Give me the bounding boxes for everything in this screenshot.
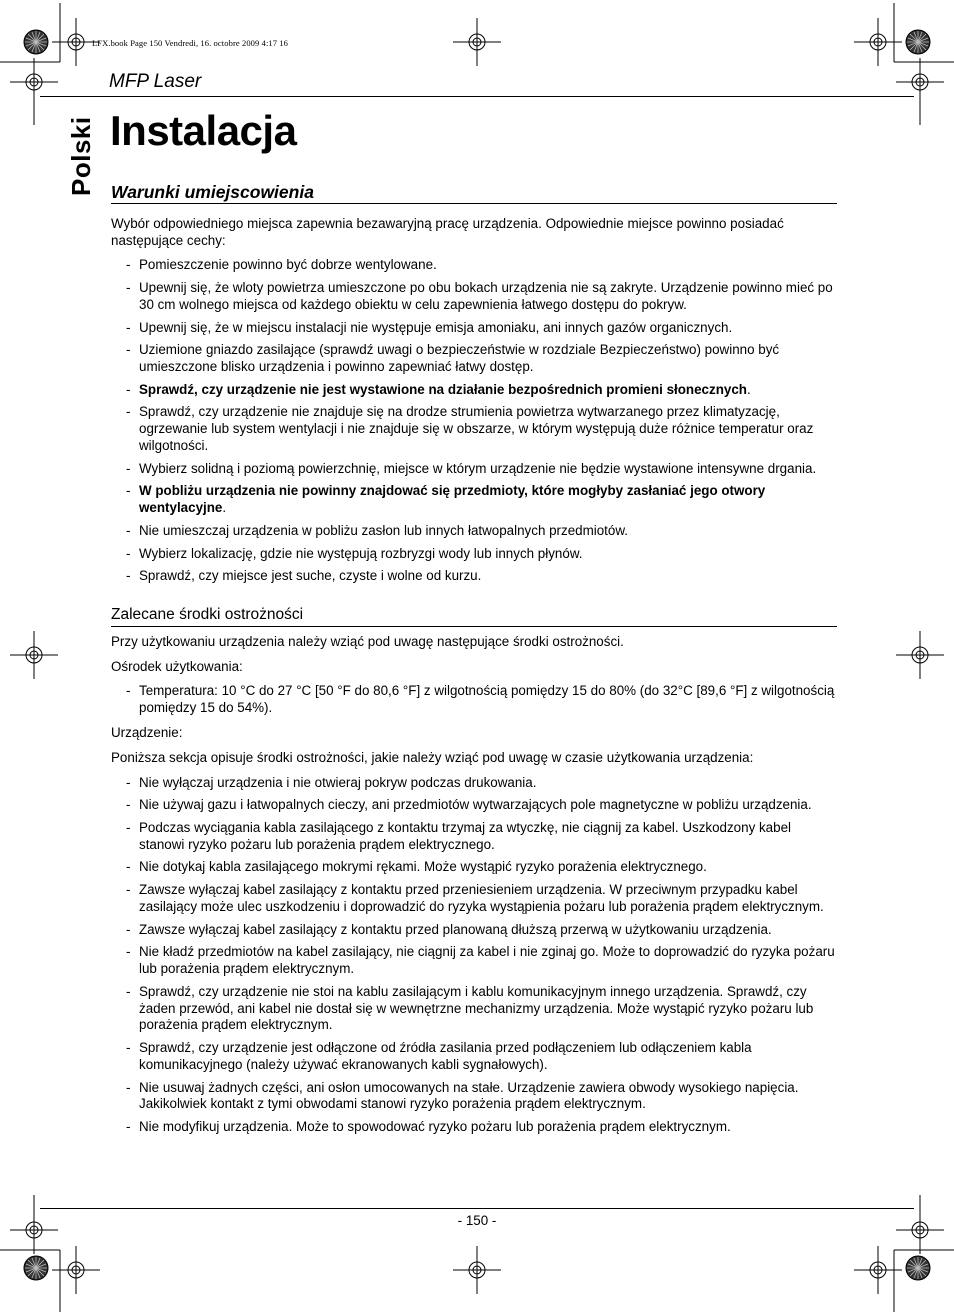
list-item: [111, 944, 837, 978]
list-item: [111, 859, 837, 876]
list-item: [111, 382, 837, 399]
list-item: [111, 1040, 837, 1074]
list-item-bold-text: Sprawdź, czy urządzenie nie jest wystawione na działanie bezpośrednich promieni słonecznych: [139, 381, 747, 397]
list-item-text: Nie usuwaj żadnych części, ani osłon umocowanych na stałe. Urządzenie zawiera obwody wysokiego napięcia. Jakikolwiek kontakt z tymi obwodami stanowi ryzyko porażenia prądem elektrycznym.: [139, 1079, 799, 1112]
placement-list: [111, 257, 837, 585]
list-item-text: Uziemione gniazdo zasilające (sprawdź uwagi o bezpieczeństwie w rozdziale Bezpieczeństwo) powinno być umieszczone blisko urządzenia i powinno zapewniać łatwy dostęp.: [139, 342, 780, 375]
printer-info: LFX.book Page 150 Vendredi, 16. octobre 2009 4:17 16: [92, 38, 289, 48]
list-item: [111, 257, 837, 274]
list-item: [111, 984, 837, 1034]
list-item: [111, 820, 837, 854]
list-item-suffix: .: [222, 500, 227, 516]
list-item: [111, 342, 837, 376]
precautions-intro: Przy użytkowaniu urządzenia należy wziąć pod uwagę następujące środki ostrożności.: [111, 633, 624, 649]
list-item-text: Nie wyłączaj urządzenia i nie otwieraj pokryw podczas drukowania.: [139, 774, 537, 790]
environment-list: [111, 683, 837, 717]
list-item-text: Wybierz lokalizację, gdzie nie występują rozbryzgi wody lub innych płynów.: [139, 545, 583, 561]
list-item-text: Upewnij się, że wloty powietrza umieszczone po obu bokach urządzenia nie są zakryte. Urządzenie powinno mieć po 30 cm wolnego miejsca od każdego obiektu w celu zapewnienia łatwego dostępu do pokryw.: [139, 280, 833, 312]
list-item-text: Upewnij się, że w miejscu instalacji nie występuje emisja amoniaku, ani innych gazów organicznych.: [139, 319, 733, 335]
list-item: [111, 523, 837, 540]
list-item-text: Sprawdź, czy urządzenie nie znajduje się na drodze strumienia powietrza wytwarzanego przez klimatyzację, ogrzewanie lub system wentylacji i nie znajduje się w obszarze, w którym występują duże różnice temperatur oraz wilgotności.: [139, 404, 814, 454]
list-item-text: Temperatura: 10 °C do 27 °C [50 °F do 80,6 °F] z wilgotnością pomiędzy 15 do 80% (do 32°C [89,6 °F] z wilgotnością pomiędzy 15 do 54%).: [139, 683, 835, 716]
list-item-text: Sprawdź, czy urządzenie nie stoi na kablu zasilającym i kablu komunikacyjnym innego urządzenia. Sprawdź, czy żaden przewód, ani kabel nie dostał się w wewnętrzne mechanizmy urządzenia. Może wystąpić ryzyko pożaru lub porażenia prądem elektrycznym.: [139, 983, 814, 1033]
list-item: [111, 280, 837, 314]
list-item: [111, 797, 837, 814]
list-item: [111, 461, 837, 478]
list-item: [111, 320, 837, 337]
list-item: [111, 775, 837, 792]
page-title: Instalacja: [110, 107, 297, 154]
footer-rule: [40, 1208, 914, 1209]
section-heading-precautions: Zalecane środki ostrożności: [111, 607, 837, 627]
list-item-text: Pomieszczenie powinno być dobrze wentylowane.: [139, 257, 437, 273]
page-number: - 150 -: [457, 1213, 497, 1228]
list-item-text: Nie dotykaj kabla zasilającego mokrymi rękami. Może wystąpić ryzyko porażenia elektrycznego.: [139, 859, 707, 875]
list-item: [111, 683, 837, 717]
list-item: [111, 1080, 837, 1114]
placement-intro: Wybór odpowiedniego miejsca zapewnia bezawaryjną pracę urządzenia. Odpowiednie miejsce powinno posiadać następujące cechy:: [111, 215, 784, 248]
header-rule: [40, 96, 914, 97]
list-item-text: Sprawdź, czy miejsce jest suche, czyste i wolne od kurzu.: [139, 568, 482, 584]
list-item: [111, 483, 837, 517]
device-list: [111, 775, 837, 1136]
list-item-text: Nie umieszczaj urządzenia w pobliżu zasłon lub innych łatwopalnych przedmiotów.: [139, 522, 629, 538]
language-side-tab: Polski: [66, 116, 96, 196]
environment-label: Ośrodek użytkowania:: [111, 658, 243, 674]
list-item-text: Podczas wyciągania kabla zasilającego z kontaktu trzymaj za wtyczkę, nie ciągnij za kabel. Uszkodzony kabel stanowi ryzyko pożaru lub porażenia prądem elektrycznego.: [139, 820, 791, 852]
list-item-text: Nie używaj gazu i łatwopalnych cieczy, ani przedmiotów wytwarzających pole magnetyczne w pobliżu urządzenia.: [139, 797, 812, 813]
list-item-text: Nie kładź przedmiotów na kabel zasilający, nie ciągnij za kabel i nie zginaj go. Może to doprowadzić do ryzyka pożaru lub porażenia prądem elektrycznym.: [139, 944, 835, 977]
main-content: [111, 184, 837, 1144]
header-title: MFP Laser: [109, 71, 202, 92]
device-label: Urządzenie:: [111, 725, 183, 741]
list-item-text: Sprawdź, czy urządzenie jest odłączone od źródła zasilania przed podłączeniem lub odłączeniem kabla komunikacyjnego (należy używać ekranowanych kabli sygnałowych).: [139, 1040, 752, 1072]
section-heading-placement: Warunki umiejscowienia: [111, 184, 837, 204]
list-item: [111, 882, 837, 916]
list-item-text: Zawsze wyłączaj kabel zasilający z kontaktu przed planowaną dłuższą przerwą w użytkowaniu urządzenia.: [139, 921, 772, 937]
list-item: [111, 404, 837, 454]
list-item: [111, 546, 837, 563]
list-item-text: Nie modyfikuj urządzenia. Może to spowodować ryzyko pożaru lub porażenia prądem elektrycznym.: [139, 1119, 731, 1135]
list-item-suffix: .: [746, 381, 751, 397]
list-item-text: Zawsze wyłączaj kabel zasilający z kontaktu przed przeniesieniem urządzenia. W przeciwnym przypadku kabel zasilający może ulec uszkodzeniu i doprowadzić do ryzyka wystąpienia pożaru lub porażenia prądem elektrycznym.: [139, 882, 824, 914]
list-item: [111, 922, 837, 939]
list-item: [111, 1119, 837, 1136]
device-intro: Poniższa sekcja opisuje środki ostrożności, jakie należy wziąć pod uwagę w czasie użytkowania urządzenia:: [111, 749, 754, 765]
list-item-text: Wybierz solidną i poziomą powierzchnię, miejsce w którym urządzenie nie będzie wystawione intensywne drgania.: [139, 460, 817, 476]
list-item: [111, 568, 837, 585]
list-item-bold-text: W pobliżu urządzenia nie powinny znajdować się przedmioty, które mogłyby zasłaniać jego otwory wentylacyjne: [139, 483, 766, 516]
